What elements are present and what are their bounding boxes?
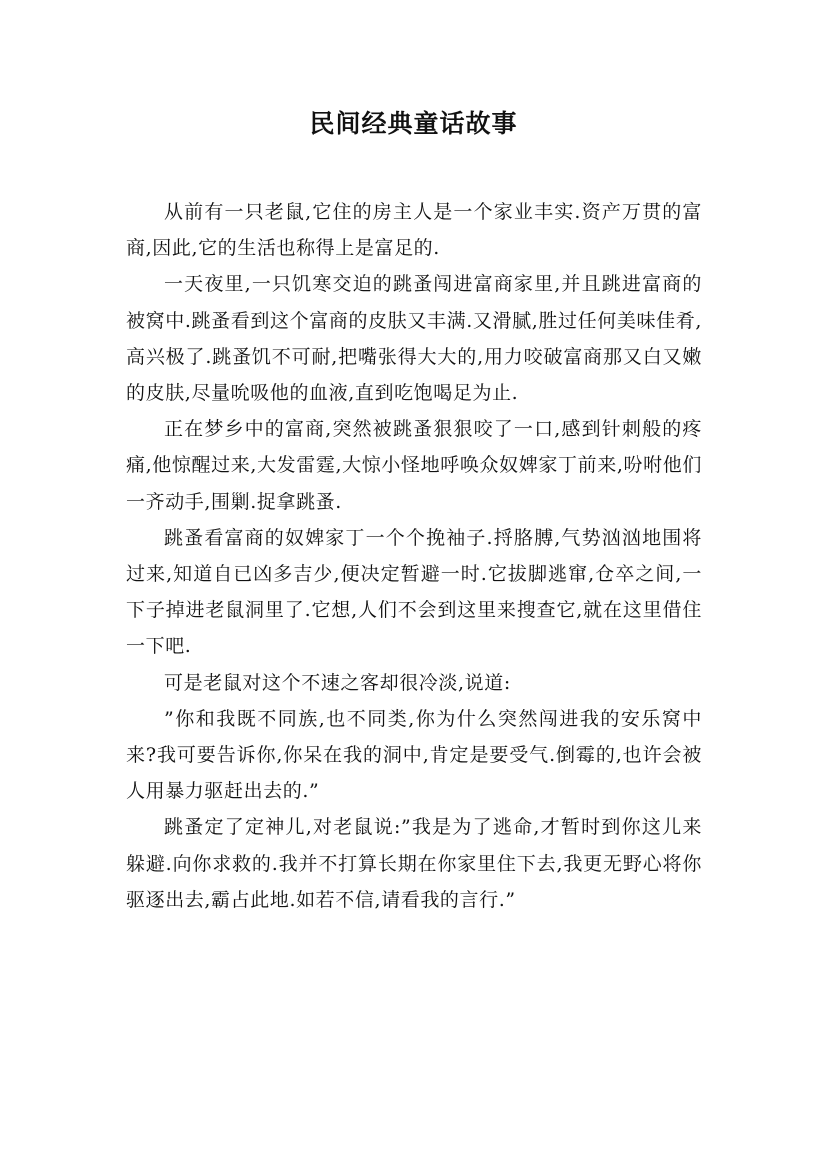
paragraph: 跳蚤看富商的奴婢家丁一个个挽袖子.捋胳膊,气势汹汹地围将过来,知道自已凶多吉少,便决定暂避一时.它拔脚逃窜,仓卒之间,一下子掉进老鼠洞里了.它想,人们不会到这里来搜查它,就在这里借住一下吧. xyxy=(126,526,702,658)
paragraph: 正在梦乡中的富商,突然被跳蚤狠狠咬了一口,感到针刺般的疼痛,他惊醒过来,大发雷霆,大惊小怪地呼唤众奴婢家丁前来,吩咐他们一齐动手,围剿.捉拿跳蚤. xyxy=(126,418,702,513)
paragraph: 跳蚤定了定神儿,对老鼠说:”我是为了逃命,才暂时到你这儿来躲避.向你求救的.我并不打算长期在你家里住下去,我更无野心将你驱逐出去,霸占此地.如若不信,请看我的言行.” xyxy=(126,816,702,911)
document-title: 民间经典童话故事 xyxy=(309,109,518,138)
paragraph: ”你和我既不同族,也不同类,你为什么突然闯进我的安乐窝中来?我可要告诉你,你呆在我的洞中,肯定是要受气.倒霉的,也许会被人用暴力驱赶出去的.” xyxy=(126,707,702,803)
paragraph: 从前有一只老鼠,它住的房主人是一个家业丰实.资产万贯的富商,因此,它的生活也称得上是富足的. xyxy=(126,201,702,260)
paragraph: 可是老鼠对这个不速之客却很冷淡,说道: xyxy=(164,671,511,694)
paragraph: 一天夜里,一只饥寒交迫的跳蚤闯进富商家里,并且跳进富商的被窝中.跳蚤看到这个富商的皮肤又丰满.又滑腻,胜过任何美味佳肴,高兴极了.跳蚤饥不可耐,把嘴张得大大的,用力咬破富商那又白又嫩的皮肤,尽量吮吸他的血液,直到吃饱喝足为止. xyxy=(126,273,702,405)
document-body xyxy=(126,194,702,918)
